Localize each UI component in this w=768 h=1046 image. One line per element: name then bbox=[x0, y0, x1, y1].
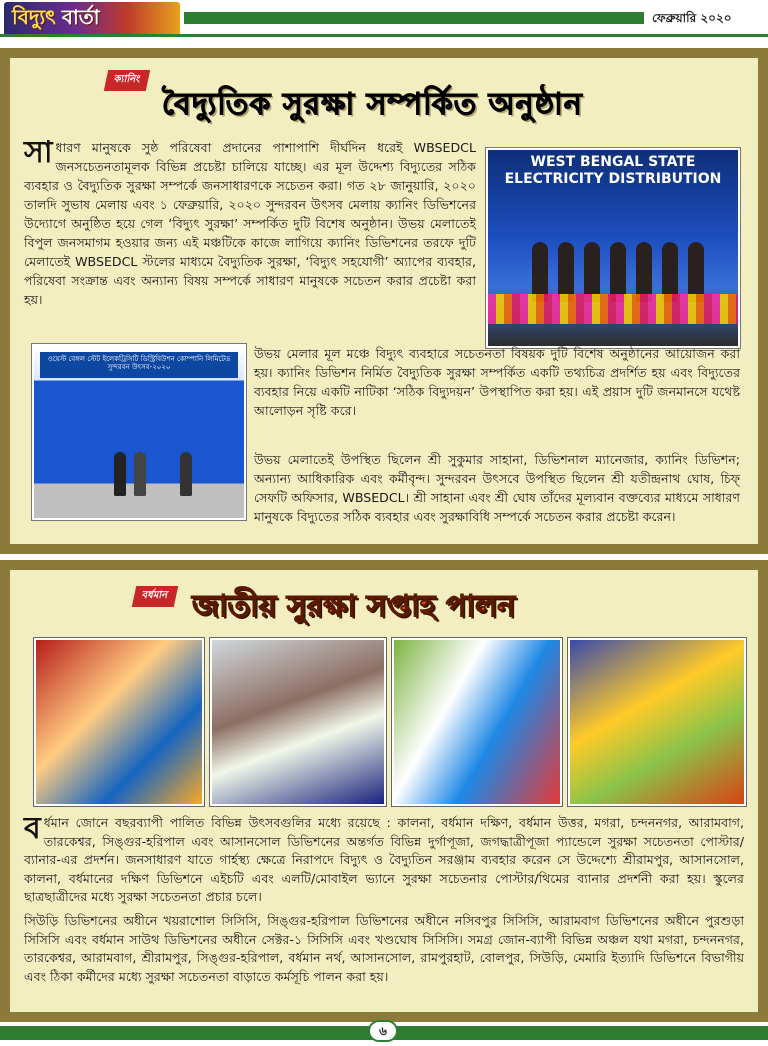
article-paragraph: উভয় মেলাতেই উপস্থিত ছিলেন শ্রী সুকুমার সাহানা, ডিভিশনাল ম্যানেজার, ক্যানিং ডিভিশন; অন্যান্য আধিকারিক এবং কর্মীবৃন্দ। সুন্দরবন উৎসবে উপস্থিত ছিলেন শ্রী যতীন্দ্রনাথ ঘোষ, চিফ্ সেফটি অফিসার, WBSEDCL। শ্রী সাহানা এবং শ্রী ঘোষ তাঁদের মূল্যবান বক্তব্যের মাধ্যমে সাধারণ মানুষকে বিদ্যুতের সঠিক ব্যবহার এবং সুরক্ষাবিধি সম্পর্কে সচেতন করার প্রচেষ্টা করেন। bbox=[254, 452, 741, 524]
page-header bbox=[0, 0, 768, 40]
stall-photo bbox=[32, 344, 246, 520]
article-title: জাতীয় সুরক্ষা সপ্তাহ পালন bbox=[192, 589, 516, 624]
article-paragraph bbox=[24, 811, 744, 907]
collage-photo bbox=[34, 638, 204, 806]
photo-collage bbox=[34, 638, 746, 806]
stall-sign-text bbox=[40, 352, 238, 378]
article-canning bbox=[0, 48, 768, 554]
person-figure bbox=[134, 452, 146, 496]
stall-subtitle: সুন্দরবন উৎসব-২০২০ bbox=[107, 363, 171, 371]
event-stage-photo bbox=[486, 148, 740, 348]
person-figure bbox=[636, 242, 652, 302]
collage-photo bbox=[568, 638, 746, 806]
person-figure bbox=[662, 242, 678, 302]
header-band bbox=[184, 12, 644, 24]
paragraph-text: ধারণ মানুষকে সুষ্ঠ পরিষেবা প্রদানের পাশাপাশি দীর্ঘদিন ধরেই WBSEDCL জনসচেতনতামূলক বিভিন্ন প্রচেষ্টা চালিয়ে যাচ্ছে। এর মূল উদ্দেশ্য বিদ্যুতের সঠিক ব্যবহার ও বৈদ্যুতিক সুরক্ষা সম্পর্কে জনসাধারণকে সচেতন করা। গত ২৮ জানুয়ারি, ২০২০ তালদি সুভাষ মেলায় এবং ১ ফেব্রুয়ারি, ২০২০ সুন্দরবন উৎসব মেলায় ক্যানিং ডিভিশনের উদ্যোগে অনুষ্ঠিত হয়ে গেল ‘বিদ্যুৎ সুরক্ষা’ সম্পর্কিত দুটি বিশেষ অনুষ্ঠান। উভয় মেলাতেই বিপুল জনসমাগম হওয়ার জন্য এই মঞ্চটিকে কাজে লাগিয়ে ক্যানিং ডিভিশনের তরফে দুটি মেলাতেই WBSEDCL স্টলের মাধ্যমে বৈদ্যুতিক সুরক্ষা, ‘বিদ্যুৎ সহযোগী’ অ্যাপের ব্যবহার, পরিষেবা সংক্রান্ত এবং অন্যান্য বিষয় সম্পর্কে সাধারণ মানুষকে সচেতন করার প্রচেষ্টা করা হয়। bbox=[24, 140, 476, 307]
article-paragraph: উভয় মেলার মূল মঞ্চে বিদ্যুৎ ব্যবহারে সচেতনতা বিষয়ক দুটি বিশেষ অনুষ্ঠানের আয়োজন করা হয়। ক্যানিং ডিভিশন নির্মিত বৈদ্যুতিক সুরক্ষা সম্পর্কিত একটি তথ্যচিত্র প্রদর্শিত হয় এবং বিদ্যুতের ব্যবহার নিয়ে একটি নাটিকা ‘সঠিক বিদ্যুদয়ন’ উপস্থাপিত করা হয়। এই প্রয়াস দুটি জনমানসে যথেষ্ট আলোড়ন সৃষ্টি করে। bbox=[254, 346, 740, 418]
logo-part2: বার্তা bbox=[61, 4, 100, 29]
section-tag: ক্যানিং bbox=[104, 70, 150, 91]
header-rule bbox=[0, 34, 768, 37]
stall-sign-line: ওয়েস্ট বেঙ্গল স্টেট ইলেকট্রিসিটি ডিস্ট্রিবিউশন কোম্পানি লিমিটেড bbox=[47, 355, 231, 363]
article-burdwan bbox=[0, 560, 768, 1022]
person-figure bbox=[584, 242, 600, 302]
paragraph-text: র্ধমান জোনে বছরব্যাপী পালিত বিভিন্ন উৎসবগুলির মধ্যে রয়েছে : কালনা, বর্ধমান দক্ষিণ, বর্ধমান উত্তর, মগরা, চন্দননগর, আরামবাগ, তারকেশ্বর, সিঙ্গুর-হরিপাল এবং আসানসোল ডিভিশনের অন্তর্গত বিভিন্ন দুর্গাপূজা, জগদ্ধাত্রীপূজা প্যান্ডেলে সুরক্ষা সচেতনতা পোস্টার/ব্যানার-এর প্রদর্শন। জনসাধারণ যাতে গার্হস্থ্য ক্ষেত্রে নিরাপদে বিদ্যুৎ ও বৈদ্যুতিন সরঞ্জাম ব্যবহার করেন সে উদ্দেশ্যে শ্রীরামপুর, আসানসোল, কালনা, বর্ধমানের দক্ষিণ ডিভিশনে এইচটি এবং এলটি/মোবাইল ভ্যানে সুরক্ষা সচেতনার পোস্টার/থিমের ব্যানার প্রদর্শনী করা হয়। স্কুলের ছাত্রছাত্রীদের মধ্যে সুরক্ষা সচেতনতা প্রচার চলে। bbox=[24, 815, 744, 904]
collage-photo bbox=[392, 638, 562, 806]
article-paragraph bbox=[24, 135, 476, 309]
drop-cap: ব bbox=[24, 811, 41, 846]
section-tag: বর্ধমান bbox=[132, 586, 178, 607]
person-figure bbox=[532, 242, 548, 302]
article-title: বৈদ্যুতিক সুরক্ষা সম্পর্কিত অনুষ্ঠান bbox=[162, 87, 583, 122]
person-figure bbox=[114, 452, 126, 496]
person-figure bbox=[180, 452, 192, 496]
flower-decoration bbox=[488, 294, 738, 324]
photo-banner-text: WEST BENGAL STATE ELECTRICITY DISTRIBUTION bbox=[504, 154, 722, 187]
article-paragraph: সিউড়ি ডিভিশনের অধীনে খয়রাশোল সিসিসি, সিঙ্গুর-হরিপাল ডিভিশনের অধীনে নসিবপুর সিসিসি, আরামবাগ ডিভিশনের অধীনে পুরশুড়া সিসিসি এবং বর্ধমান সাউথ ডিভিশনের অধীনে সেক্টর-১ সিসিসি এবং খণ্ডঘোষ সিসিসি। সমগ্র জোন-ব্যাপী বিভিন্ন অঞ্চল যথা মগরা, চন্দননগর, তারকেশ্বর, আরামবাগ, শ্রীরামপুর, সিঙ্গুর-হরিপাল, বর্ধমান নর্থ, আসানসোল, রামপুরহাট, বোলপুর, সিউড়ি, মেমারি ইত্যাদি ডিভিশনে বিভাগীয় এবং ঠিকা কর্মীদের মধ্যে সুরক্ষা সচেতনতা বাড়াতে কর্মসূচি পালন করা হয়। bbox=[24, 913, 744, 984]
drop-cap: সা bbox=[24, 135, 53, 170]
logo-part1: বিদ্যুৎ bbox=[12, 4, 56, 29]
person-figure bbox=[558, 242, 574, 302]
person-figure bbox=[610, 242, 626, 302]
page-number: ৬ bbox=[368, 1020, 398, 1042]
collage-photo bbox=[210, 638, 386, 806]
issue-date: ফেব্রুয়ারি ২০২০ bbox=[652, 11, 732, 25]
person-figure bbox=[688, 242, 704, 302]
magazine-logo bbox=[4, 2, 180, 36]
